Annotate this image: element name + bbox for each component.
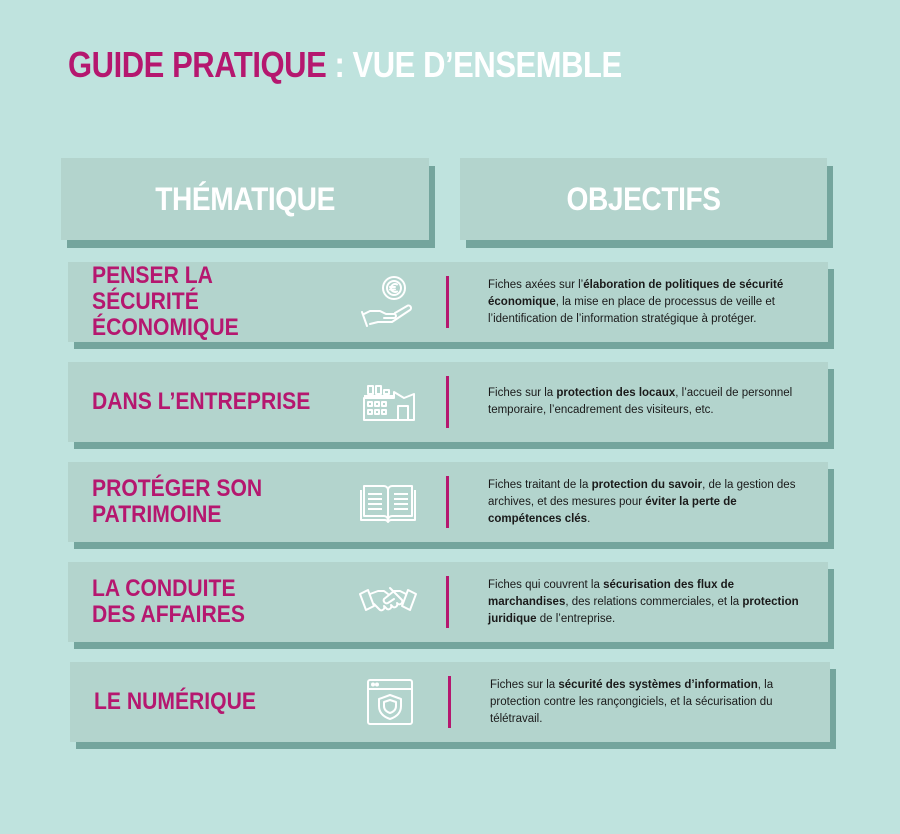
theme-label: PROTÉGER SON PATRIMOINE: [92, 475, 263, 528]
theme-row-patrimoine: [68, 462, 828, 542]
objective-highlight: sécurité des systèmes d’information: [558, 678, 758, 691]
header-thematique: [61, 158, 429, 240]
objective-segment: Fiches qui couvrent la: [488, 578, 604, 591]
theme-label-container: [92, 562, 352, 642]
objective-highlight: sécurisation des flux de marchandises: [488, 578, 735, 608]
header-thematique-label: THÉMATIQUE: [155, 180, 335, 217]
theme-label-container: [94, 662, 354, 742]
browser-shield-icon: [360, 672, 420, 732]
objective-segment: Fiches axées sur l’: [488, 278, 584, 291]
objective-highlight: protection juridique: [488, 595, 799, 625]
theme-row-numerique: [70, 662, 830, 742]
factory-icon: [358, 372, 418, 432]
objective-text: [490, 662, 808, 742]
divider-bar: [448, 676, 451, 728]
theme-label: DANS L’ENTREPRISE: [92, 388, 311, 415]
title-sub: : VUE D’ENSEMBLE: [326, 44, 622, 85]
theme-row-affaires: [68, 562, 828, 642]
title-main: GUIDE PRATIQUE: [68, 44, 327, 85]
handshake-icon: [358, 572, 418, 632]
theme-label: LA CONDUITE DES AFFAIRES: [92, 575, 245, 628]
objective-text: [488, 262, 806, 342]
theme-label: LE NUMÉRIQUE: [94, 688, 256, 715]
objective-segment: Fiches sur la: [488, 387, 557, 399]
open-book-icon: [358, 472, 418, 532]
theme-label: PENSER LA SÉCURITÉ ÉCONOMIQUE: [92, 262, 239, 341]
theme-label-container: [92, 262, 352, 342]
objective-segment: Fiches traitant de la: [488, 478, 592, 491]
header-objectifs: [460, 158, 827, 240]
divider-bar: [446, 576, 449, 628]
theme-row-entreprise: [68, 362, 828, 442]
header-objectifs-label: OBJECTIFS: [566, 180, 721, 217]
objective-segment: Fiches sur la: [490, 678, 559, 691]
theme-label-container: [92, 362, 352, 442]
objective-segment: , de la gestion des archives, et des mesures pour: [488, 478, 796, 508]
objective-text: [488, 362, 806, 442]
hand-coin-icon: [358, 272, 418, 332]
objective-segment: de l’entreprise.: [536, 612, 616, 625]
objective-segment: , la protection contre les rançongiciels, et la sécurisation du télétravail.: [490, 678, 774, 725]
objective-segment: , la mise en place de processus de veille et l’identification de l’information stratégique à protéger.: [488, 295, 775, 325]
divider-bar: [446, 376, 449, 428]
objective-text: [488, 462, 806, 542]
objective-segment: .: [587, 512, 591, 525]
theme-label-container: [92, 462, 352, 542]
page-title: [68, 44, 622, 86]
objective-segment: , des relations commerciales, et la: [565, 595, 743, 608]
objective-highlight: protection du savoir: [591, 478, 703, 491]
divider-bar: [446, 476, 449, 528]
objective-highlight: protection des locaux: [556, 387, 676, 399]
divider-bar: [446, 276, 449, 328]
objective-segment: , l’accueil de personnel temporaire, l’encadrement des visiteurs, etc.: [488, 387, 793, 416]
objective-highlight: éviter la perte de compétences clés: [488, 495, 737, 525]
objective-highlight: élaboration de politiques de sécurité économique: [488, 278, 784, 308]
theme-row-securite-economique: [68, 262, 828, 342]
objective-text: [488, 562, 806, 642]
